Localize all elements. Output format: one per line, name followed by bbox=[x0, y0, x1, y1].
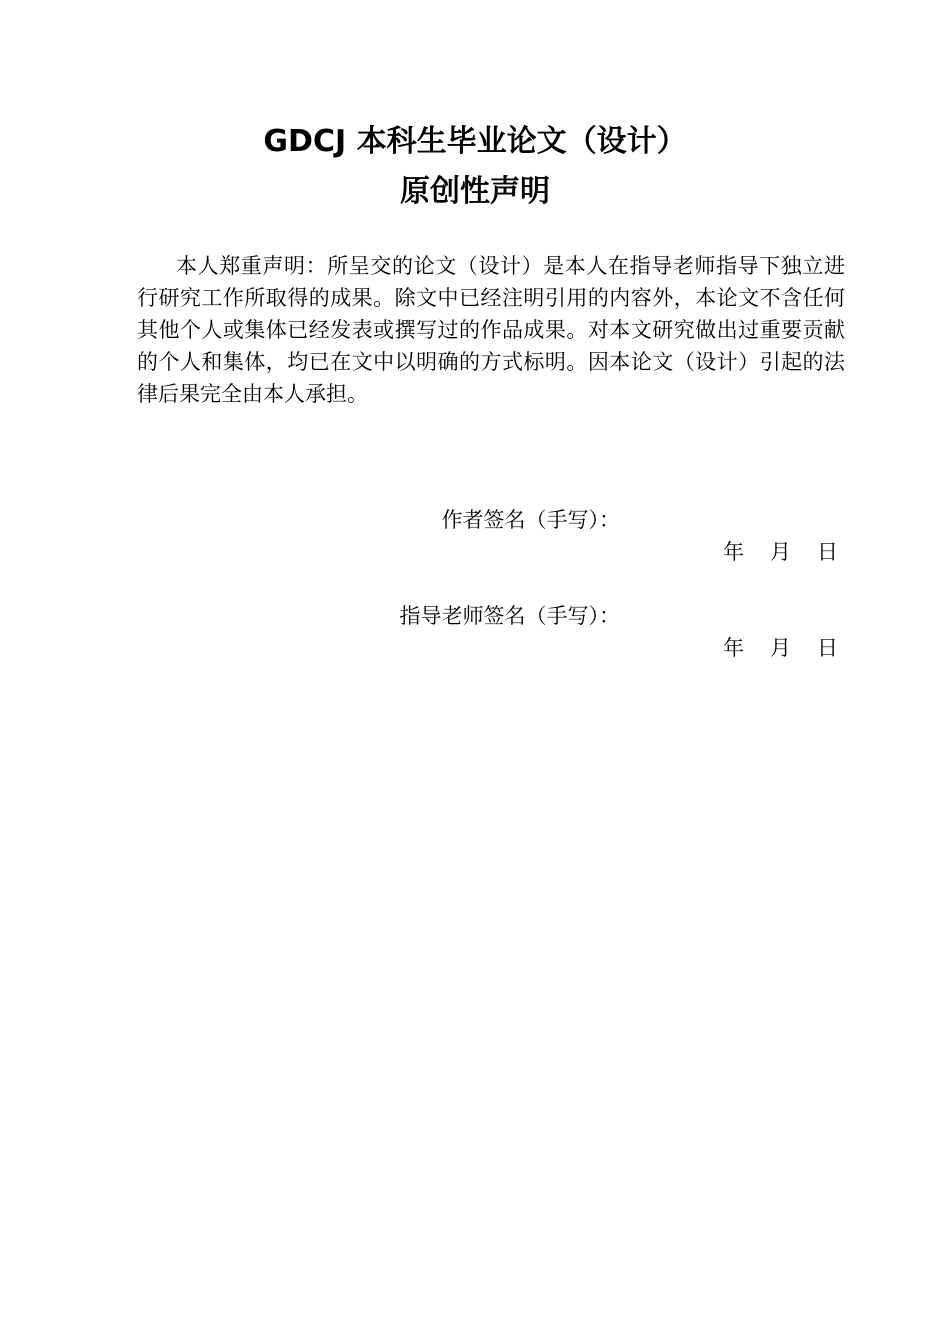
document-title: GDCJ 本科生毕业论文（设计） bbox=[263, 124, 687, 159]
author-date-row bbox=[723, 538, 838, 566]
year-label: 年 bbox=[723, 540, 744, 564]
author-signature-label: 作者签名（手写）： bbox=[441, 508, 620, 532]
advisor-date-row bbox=[723, 634, 838, 662]
originality-statement: 本人郑重声明：所呈交的论文（设计）是本人在指导老师指导下独立进行研究工作所取得的成果。除文中已经注明引用的内容外，本论文不含任何其他个人或集体已经发表或撰写过的作品成果。对本文研究做出过重要贡献的个人和集体，均已在文中以明确的方式标明。因本论文（设计）引起的法律后果完全由本人承担。 bbox=[137, 254, 845, 406]
year-label: 年 bbox=[723, 636, 744, 660]
month-label: 月 bbox=[770, 540, 791, 564]
day-label: 日 bbox=[817, 636, 838, 660]
document-subtitle: 原创性声明 bbox=[400, 174, 550, 209]
day-label: 日 bbox=[817, 540, 838, 564]
month-label: 月 bbox=[770, 636, 791, 660]
advisor-signature-label: 指导老师签名（手写）： bbox=[399, 604, 620, 628]
